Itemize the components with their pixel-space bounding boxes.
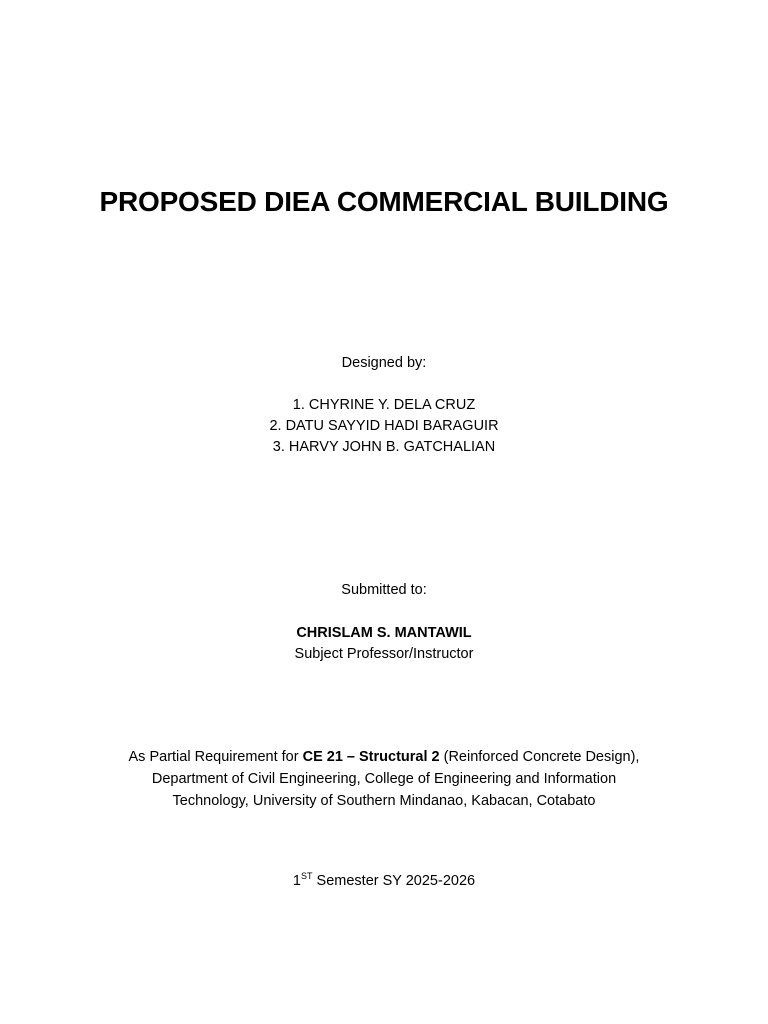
semester-line: [0, 871, 768, 892]
designed-by-label: Designed by:: [341, 355, 427, 371]
document-title: PROPOSED DIEA COMMERCIAL BUILDING: [99, 186, 669, 217]
designers-list: [0, 395, 768, 458]
requirement-line-1: [0, 747, 768, 769]
designer-item: 3. HARVY JOHN B. GATCHALIAN: [272, 439, 496, 455]
submitted-to-label: Submitted to:: [341, 582, 427, 598]
requirement-suffix: (Reinforced Concrete Design),: [439, 749, 640, 765]
course-code: CE 21 – Structural 2: [302, 749, 440, 765]
requirement-line-3: Technology, University of Southern Mindanao, Kabacan, Cotabato: [172, 793, 596, 809]
semester-superscript: ST: [301, 871, 313, 881]
professor-role: Subject Professor/Instructor: [294, 646, 474, 662]
semester-text: Semester SY 2025-2026: [312, 873, 476, 889]
professor-name: CHRISLAM S. MANTAWIL: [296, 625, 472, 641]
designer-item: 2. DATU SAYYID HADI BARAGUIR: [269, 418, 499, 434]
designer-item: 1. CHYRINE Y. DELA CRUZ: [292, 397, 476, 413]
requirement-prefix: As Partial Requirement for: [128, 749, 303, 765]
semester-number: 1: [292, 873, 301, 889]
requirement-line-2: Department of Civil Engineering, College of Engineering and Information: [151, 771, 617, 787]
requirement-statement: [0, 747, 768, 813]
